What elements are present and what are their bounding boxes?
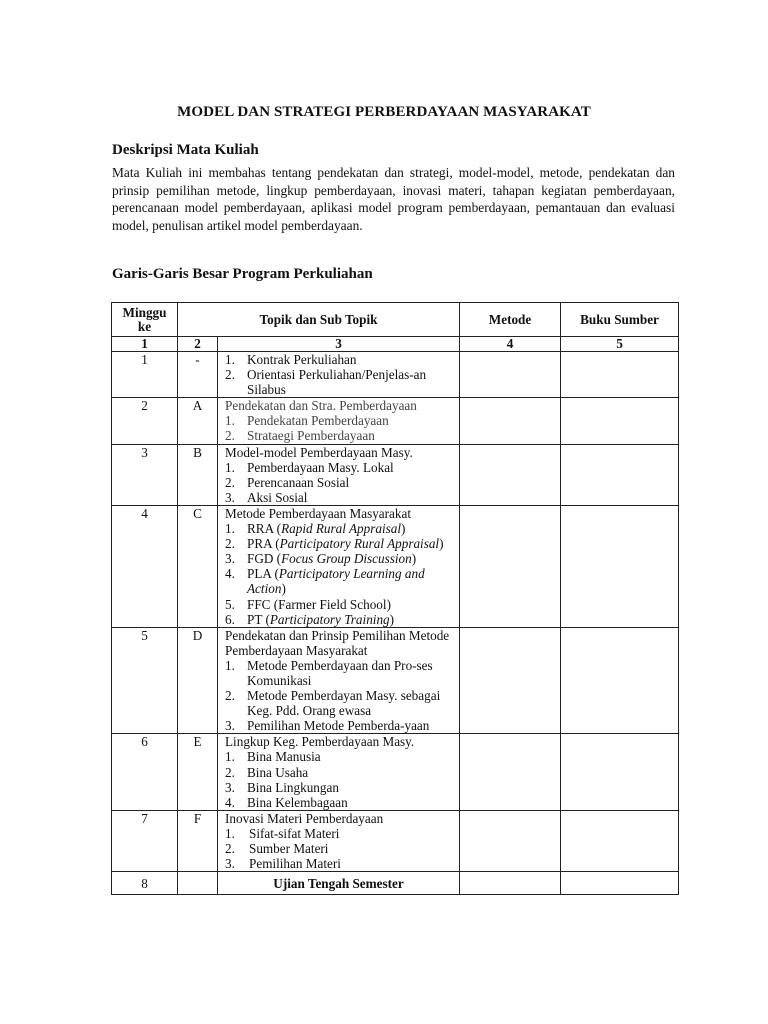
kode-cell: F: [178, 810, 218, 871]
kode-cell: B: [178, 444, 218, 505]
list-item: [225, 612, 455, 627]
item-text: PRA (: [247, 536, 280, 552]
item-number: 1.: [225, 521, 235, 537]
item-text-italic: Participatory Learning and Action: [247, 566, 425, 597]
topik-cell: [218, 398, 460, 444]
column-number: 4: [460, 337, 561, 352]
minggu-cell: 8: [112, 872, 178, 895]
gbpp-heading: Garis-Garis Besar Program Perkuliahan: [112, 266, 373, 282]
minggu-cell: 7: [112, 810, 178, 871]
metode-cell: [460, 872, 561, 895]
minggu-cell: 5: [112, 627, 178, 734]
minggu-cell: 4: [112, 505, 178, 627]
buku-cell: [561, 734, 679, 810]
item-text: PT (: [247, 611, 270, 627]
topik-cell: [218, 734, 460, 810]
header-minggu: Minggu ke: [112, 303, 178, 337]
topik-heading: Lingkup Keg. Pemberdayaan Masy.: [225, 734, 415, 750]
description-text: Mata Kuliah ini membahas tentang pendekatan dan strategi, model-model, metode, pendekatan dan prinsip pemilihan metode, lingkup pemberdayaan, inovasi materi, tahapan kegiatan pemberdayaan, perencanaan model pemberdayaan, aplikasi model program pemberdayaan, pemantauan dan evaluasi model, penulisan artikel model pemberdayaan.: [112, 165, 675, 233]
subtopik-list: [225, 413, 455, 443]
metode-cell: [460, 505, 561, 627]
item-text: Sumber Materi: [249, 841, 329, 856]
item-text: ): [411, 551, 417, 567]
item-text: Sifat-sifat Materi: [249, 825, 340, 841]
item-number: 5.: [225, 596, 235, 612]
header-topik: Topik dan Sub Topik: [178, 303, 460, 337]
table-row: [112, 627, 679, 734]
item-text: Strataegi Pemberdayaan: [247, 428, 375, 444]
item-number: 1.: [225, 749, 235, 765]
list-item: [225, 841, 455, 856]
item-number: 2.: [225, 536, 235, 552]
metode-cell: [460, 734, 561, 810]
list-item: [225, 658, 455, 688]
item-text: Orientasi Perkuliahan/Penjelas-an Silabus: [247, 367, 427, 398]
buku-cell: [561, 505, 679, 627]
list-item: [225, 551, 455, 566]
metode-cell: [460, 352, 561, 398]
item-number: 6.: [225, 611, 235, 627]
column-number: 5: [561, 337, 679, 352]
list-item: [225, 566, 455, 596]
item-text: ): [389, 611, 395, 627]
table-row: [112, 398, 679, 444]
item-number: 3.: [225, 718, 235, 734]
minggu-cell: 1: [112, 352, 178, 398]
item-text: ): [401, 521, 406, 537]
item-text-italic: Participatory Training: [269, 611, 390, 627]
description-heading: Deskripsi Mata Kuliah: [112, 142, 259, 158]
topik-cell: [218, 444, 460, 505]
subtopik-list: [225, 658, 455, 733]
list-item: [225, 765, 455, 780]
table-header-row: [112, 303, 679, 337]
item-number: 2.: [225, 474, 235, 490]
item-text: Metode Pemberdayan Masy. sebagai Keg. Pdd. Orang ewasa: [247, 688, 441, 719]
header-metode: Metode: [460, 303, 561, 337]
table-row: [112, 810, 679, 871]
list-item: [225, 428, 455, 443]
item-text: Pemilihan Materi: [249, 856, 341, 872]
column-number: 3: [218, 337, 460, 352]
item-number: 3.: [225, 551, 235, 567]
metode-cell: [460, 444, 561, 505]
item-text: Pendekatan Pemberdayaan: [247, 413, 389, 429]
uts-label: Ujian Tengah Semester: [218, 872, 460, 895]
minggu-cell: 2: [112, 398, 178, 444]
list-item: [225, 413, 455, 428]
item-text: Metode Pemberdayaan dan Pro-ses Komunikasi: [247, 657, 433, 688]
item-number: 2.: [225, 688, 235, 704]
item-number: 2.: [225, 764, 235, 780]
minggu-cell: 6: [112, 734, 178, 810]
subtopik-list: [225, 749, 455, 809]
item-number: 1.: [225, 352, 235, 367]
list-item: [225, 460, 455, 475]
kode-cell: C: [178, 505, 218, 627]
metode-cell: [460, 398, 561, 444]
item-number: 4.: [225, 566, 235, 582]
buku-cell: [561, 872, 679, 895]
item-number: 3.: [225, 779, 235, 795]
kode-cell: A: [178, 398, 218, 444]
topik-cell: [218, 352, 460, 398]
item-number: 3.: [225, 856, 235, 872]
item-text: FGD (: [247, 551, 282, 567]
table-row: [112, 444, 679, 505]
item-number: 2.: [225, 367, 235, 383]
item-number: 2.: [225, 841, 235, 856]
kode-cell: -: [178, 352, 218, 398]
item-number: 1.: [225, 413, 235, 429]
gbpp-table: [111, 302, 679, 895]
list-item: [225, 521, 455, 536]
item-number: 2.: [225, 428, 235, 444]
item-text: Bina Kelembagaan: [247, 794, 348, 810]
item-number: 1.: [225, 825, 235, 841]
buku-cell: [561, 444, 679, 505]
item-text: Pemilihan Metode Pemberda-yaan: [247, 718, 430, 734]
item-text: RRA (: [247, 521, 282, 537]
list-item: [225, 597, 455, 612]
buku-cell: [561, 627, 679, 734]
topik-heading: Pendekatan dan Prinsip Pemilihan Metode Pemberdayaan Masyarakat: [225, 627, 450, 658]
list-item: [225, 536, 455, 551]
item-text: Bina Manusia: [247, 749, 321, 765]
item-text: Bina Usaha: [247, 764, 309, 780]
topik-heading: Inovasi Materi Pemberdayaan: [225, 810, 384, 826]
list-item: [225, 856, 455, 871]
subtopik-list: [225, 521, 455, 627]
metode-cell: [460, 810, 561, 871]
subtopik-list: [225, 460, 455, 505]
item-text: Perencanaan Sosial: [247, 474, 350, 490]
item-text-italic: Participatory Rural Appraisal: [279, 536, 440, 552]
list-item: [225, 795, 455, 810]
topik-heading: Metode Pemberdayaan Masyarakat: [225, 505, 412, 521]
item-number: 1.: [225, 459, 235, 475]
column-number-row: [112, 337, 679, 352]
table-row: [112, 505, 679, 627]
list-item: [225, 688, 455, 718]
header-buku: Buku Sumber: [561, 303, 679, 337]
buku-cell: [561, 398, 679, 444]
item-text: Pemberdayaan Masy. Lokal: [247, 459, 394, 475]
minggu-cell: 3: [112, 444, 178, 505]
table-row: [112, 352, 679, 398]
subtopik-list: [225, 826, 455, 871]
topik-cell: [218, 810, 460, 871]
item-number: 4.: [225, 794, 235, 810]
list-item: [225, 780, 455, 795]
table-row: [112, 734, 679, 810]
list-item: [225, 475, 455, 490]
topik-heading: Model-model Pemberdayaan Masy.: [225, 444, 413, 460]
list-item: [225, 718, 455, 733]
page-title: MODEL DAN STRATEGI PERBERDAYAAN MASYARAKAT: [177, 104, 591, 120]
list-item: [225, 490, 455, 505]
item-number: 1.: [225, 657, 235, 673]
kode-cell: [178, 872, 218, 895]
item-text-italic: Focus Group Discussion: [281, 551, 412, 567]
column-number: 1: [112, 337, 178, 352]
metode-cell: [460, 627, 561, 734]
list-item: [225, 826, 455, 841]
topik-cell: [218, 505, 460, 627]
kode-cell: E: [178, 734, 218, 810]
item-text: ): [281, 581, 286, 597]
topik-cell: [218, 627, 460, 734]
item-number: 3.: [225, 489, 235, 505]
list-item: [225, 749, 455, 764]
item-text: FFC (Farmer Field School): [247, 596, 391, 612]
item-text: Aksi Sosial: [247, 489, 308, 505]
list-item: [225, 352, 455, 367]
column-number: 2: [178, 337, 218, 352]
item-text: Kontrak Perkuliahan: [247, 352, 357, 367]
item-text: PLA (: [247, 566, 279, 582]
buku-cell: [561, 810, 679, 871]
buku-cell: [561, 352, 679, 398]
topik-heading: Pendekatan dan Stra. Pemberdayaan: [225, 398, 417, 414]
item-text: ): [439, 536, 444, 552]
item-text: Bina Lingkungan: [247, 779, 339, 795]
uts-row: [112, 872, 679, 895]
list-item: [225, 367, 455, 397]
subtopik-list: [225, 352, 455, 397]
kode-cell: D: [178, 627, 218, 734]
item-text-italic: Rapid Rural Appraisal: [281, 521, 401, 537]
